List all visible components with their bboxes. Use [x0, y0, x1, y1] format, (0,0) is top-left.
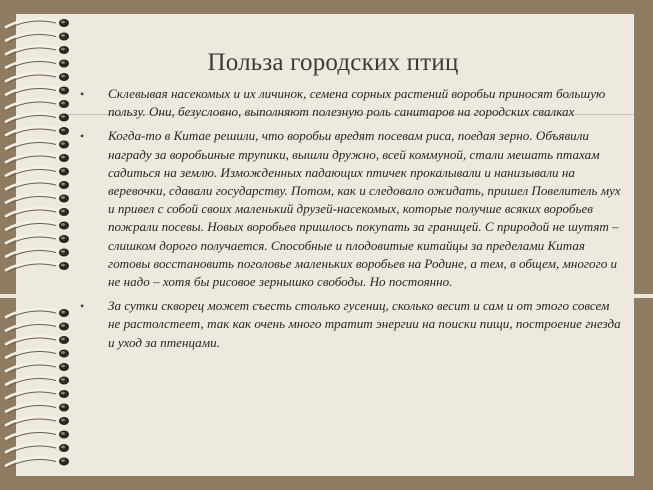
- binding-ring-icon: [6, 363, 69, 373]
- bullet-text: За сутки скворец может съесть столько гусениц, сколько весит и сам и от этого совсем не растолстеет, так как очень много тратит энергии на поиски пищи, построение гнезда и уход за птенцами.: [108, 298, 621, 350]
- binding-ring-icon: [6, 444, 69, 454]
- binding-ring-icon: [6, 309, 69, 319]
- binding-ring-icon: [6, 46, 69, 56]
- bullet-dot-icon: •: [80, 129, 85, 144]
- binding-ring-icon: [6, 60, 69, 70]
- binding-ring-icon: [6, 114, 69, 124]
- binding-ring-icon: [6, 181, 69, 191]
- binding-ring-icon: [6, 377, 69, 387]
- binding-ring-icon: [6, 336, 69, 346]
- binding-ring-icon: [6, 390, 69, 400]
- binding-ring-icon: [6, 168, 69, 178]
- binding-ring-icon: [6, 87, 69, 97]
- binding-ring-icon: [6, 19, 69, 29]
- bullet-item: [80, 297, 624, 352]
- binding-ring-icon: [6, 323, 69, 333]
- bullet-item: [80, 85, 624, 121]
- binding-ring-icon: [6, 262, 69, 272]
- binding-ring-icon: [6, 208, 69, 218]
- binding-ring-icon: [6, 100, 69, 110]
- bullet-dot-icon: •: [80, 299, 85, 314]
- slide-title: Польза городских птиц: [207, 49, 459, 76]
- binding-ring-icon: [6, 404, 69, 414]
- binding-ring-icon: [6, 350, 69, 360]
- binding-ring-icon: [6, 33, 69, 43]
- bullet-text: Когда-то в Китае решили, что воробьи вредят посевам риса, поедая зерно. Объявили награду за воробьиные трупики, вышли дружно, всей коммуной, стали мешать птахам садиться на землю. Изможденных падающих птичек прокалывали и нанизывали на веревочки, сдавали государству. Потом, как и следовало ожидать, пришел Повелитель мух и привел с собой своих маленький друзей-насекомых, которые получше всяких воробьев пожрали посевы. Новых воробьев пришлось покупать за границей. С природой не шутят – слишком дорого получается. Способные и плодовитые китайцы за пределами Китая готовы восстановить поголовье маленьких воробьев на Родине, а тем, в общем, многого и не надо – хотя бы рисовое зернышко свободы. Но постоянно.: [108, 128, 621, 290]
- binding-ring-icon: [6, 73, 69, 83]
- binding-ring-icon: [6, 141, 69, 151]
- binding-ring-icon: [6, 249, 69, 259]
- binding-ring-icon: [6, 235, 69, 245]
- binding-ring-icon: [6, 222, 69, 232]
- bullet-text: Склевывая насекомых и их личинок, семена сорных растений воробьи приносят большую пользу. Они, безусловно, выполняют полезную роль санитаров на городских свалках: [108, 86, 606, 120]
- binding-ring-icon: [6, 458, 69, 468]
- bullet-item: [80, 127, 624, 291]
- binding-ring-icon: [6, 417, 69, 427]
- binding-ring-icon: [6, 431, 69, 441]
- bullet-list: [80, 85, 624, 358]
- binding-ring-icon: [6, 195, 69, 205]
- binding-ring-icon: [6, 127, 69, 137]
- binding-ring-icon: [6, 154, 69, 164]
- spiral-binding-icon: [0, 0, 80, 490]
- slide-page: [16, 14, 634, 476]
- bullet-dot-icon: •: [80, 87, 85, 101]
